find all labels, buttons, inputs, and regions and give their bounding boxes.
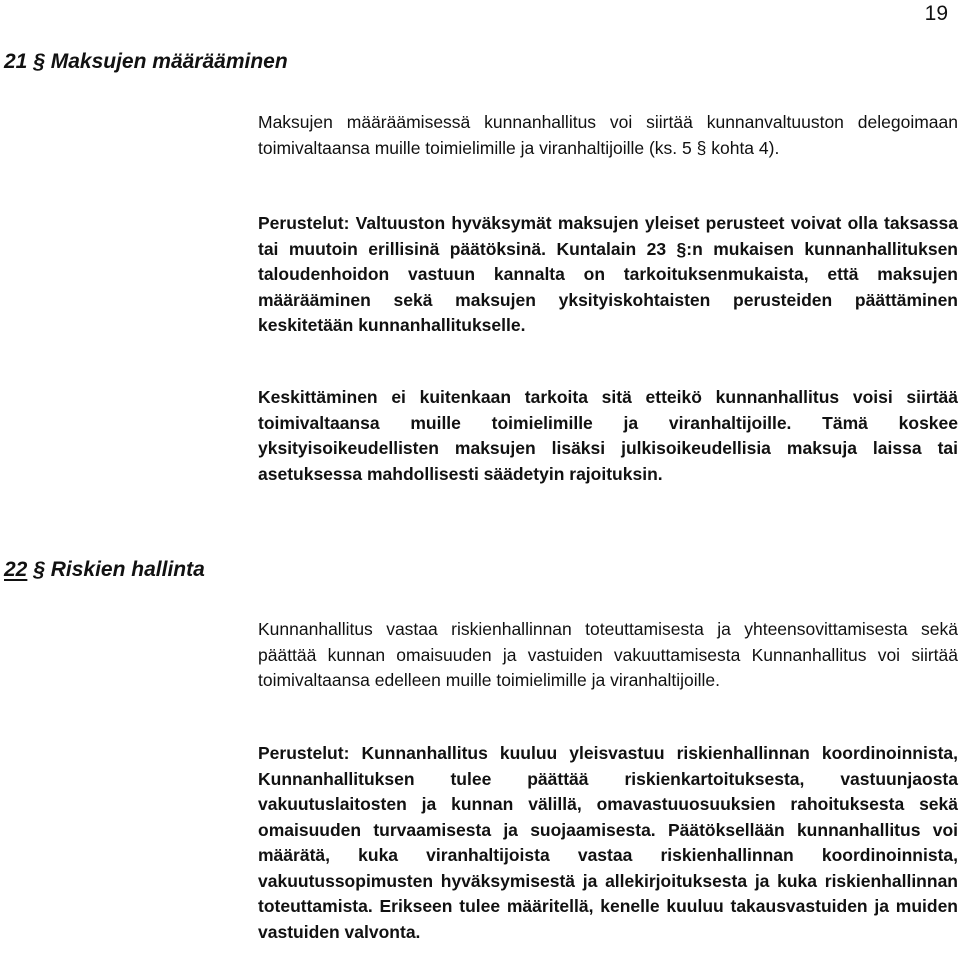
paragraph: Keskittäminen ei kuitenkaan tarkoita sitä etteikö kunnanhallitus voisi siirtää toimivaltaansa muille toimielimille ja viranhaltijoille. Tämä koskee yksityisoikeudellisten maksujen lisäksi julkisoikeudellisia maksuja laissa tai asetuksessa mahdollisesti säädetyin rajoituksin. xyxy=(258,387,958,484)
paragraph-rationale: Perustelut: Kunnanhallitus kuuluu yleisvastuu riskienhallinnan koordinoinnista, Kunnanhallituksen tulee päättää riskienkartoituksesta, vastuunjaosta vakuutuslaitosten ja kunnan välillä, omavastuuosuuksien rahoituksesta sekä omaisuuden turvaamisesta ja suojaamisesta. Päätöksellään kunnanhallitus voi määrätä, kuka viranhaltijoista vastaa riskienhallinnan koordinoinnista, vakuutussopimusten hyväksymisestä ja allekirjoituksesta ja kuka riskienhallinnan toteuttamista. Erikseen tulee määritellä, kenelle kuuluu takausvastuiden ja muiden vastuiden valvonta. xyxy=(258,743,958,942)
paragraph: Kunnanhallitus vastaa riskienhallinnan toteuttamisesta ja yhteensovittamisesta sekä päättää kunnan omaisuuden ja vastuiden vakuuttamisesta Kunnanhallitus voi siirtää toimivaltaansa edelleen muille toimielimille ja viranhaltijoille. xyxy=(258,619,958,690)
section-heading-21 xyxy=(4,50,288,74)
page-number: 19 xyxy=(924,2,948,25)
paragraph: Maksujen määräämisessä kunnanhallitus voi siirtää kunnanvaltuuston delegoimaan toimivaltaansa muille toimielimille ja viranhaltijoille (ks. 5 § kohta 4). xyxy=(258,112,958,158)
section-title: Riskien hallinta xyxy=(50,558,205,581)
section-title: Maksujen määrääminen xyxy=(50,50,288,73)
section-heading-22 xyxy=(4,558,205,582)
section-sign: § xyxy=(33,558,45,581)
section-number: 21 xyxy=(4,50,28,73)
paragraph-rationale: Perustelut: Valtuuston hyväksymät maksujen yleiset perusteet voivat olla taksassa tai muutoin erillisinä päätöksinä. Kuntalain 23 §:n mukaisen kunnanhallituksen taloudenhoidon vastuun kannalta on tarkoituksenmukaista, että maksujen määrääminen sekä maksujen yksityiskohtaisten perusteiden päättäminen keskitetään kunnanhallitukselle. xyxy=(258,213,958,335)
section-number: 22 xyxy=(4,558,28,581)
section-sign: § xyxy=(33,50,45,73)
